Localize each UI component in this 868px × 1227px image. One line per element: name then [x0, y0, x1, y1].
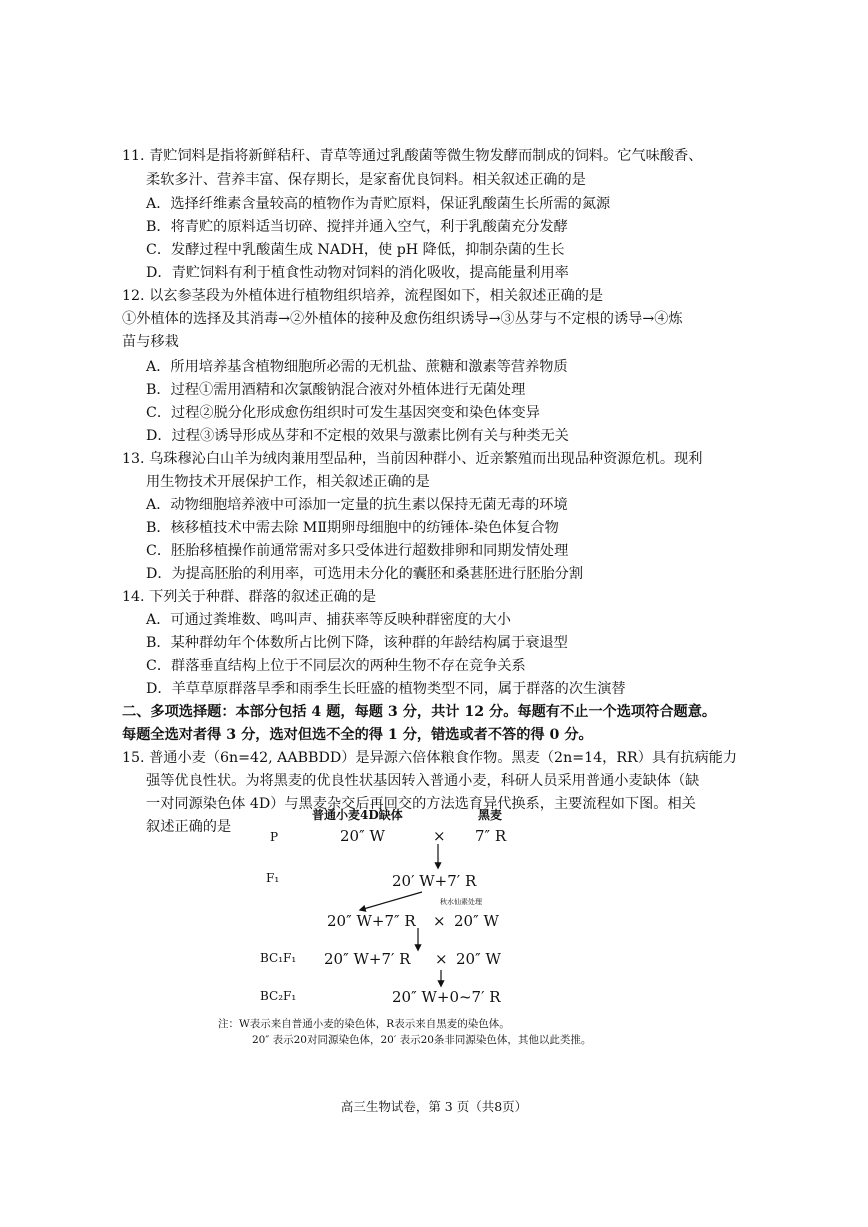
diagram-note-1: 注：W表示来自普通小麦的染色体，R表示来自黑麦的染色体。	[218, 1018, 510, 1030]
q12-stem: 12. 以玄参茎段为外植体进行植物组织培养，流程图如下，相关叙述正确的是	[122, 288, 604, 304]
q12-option-d: D．过程③诱导形成丛芽和不定根的效果与激素比例有关与种类无关	[146, 428, 569, 444]
label-f1: F₁	[266, 871, 280, 885]
doubled-genotype: 20″ W+7″ R	[327, 912, 416, 930]
q14-stem: 14. 下列关于种群、群落的叙述正确的是	[122, 589, 377, 605]
q11-option-b: B．将青贮的原料适当切碎、搅拌并通入空气，利于乳酸菌充分发酵	[146, 219, 568, 235]
q11-stem-line1: 11. 青贮饲料是指将新鲜秸秆、青草等通过乳酸菌等微生物发酵而制成的饲料。它气味酸香、	[122, 148, 703, 164]
colchicine-treatment-label: 秋水仙素处理	[440, 898, 482, 906]
header-wheat-4d-nullisomic: 普通小麦4D缺体	[312, 808, 403, 822]
f1-genotype: 20′ W+7′ R	[392, 872, 477, 890]
q13-option-a: A．动物细胞培养液中可添加一定量的抗生素以保持无菌无毒的环境	[146, 497, 568, 513]
label-bc1f1: BC₁F₁	[260, 951, 297, 965]
q11-option-c: C．发酵过程中乳酸菌生成 NADH，使 pH 降低，抑制杂菌的生长	[146, 242, 565, 258]
q12-option-c: C．过程②脱分化形成愈伤组织时可发生基因突变和染色体变异	[146, 405, 540, 421]
q11-option-a: A．选择纤维素含量较高的植物作为青贮原料，保证乳酸菌生长所需的氮源	[146, 196, 611, 212]
bc2f1-genotype: 20″ W+0~7′ R	[392, 988, 501, 1006]
q14-option-a: A．可通过粪堆数、鸣叫声、捕获率等反映种群密度的大小	[146, 612, 511, 628]
q15-stem-line2: 强等优良性状。为将黑麦的优良性状基因转入普通小麦，科研人员采用普通小麦缺体（缺	[146, 773, 700, 789]
header-rye: 黑麦	[478, 808, 503, 822]
q12-flow-line2: 苗与移栽	[122, 334, 179, 350]
p-cross-symbol: ×	[433, 827, 446, 845]
bc1-cross-symbol: ×	[435, 950, 448, 968]
q13-stem-line2: 用生物技术开展保护工作，相关叙述正确的是	[146, 474, 430, 490]
q12-option-a: A．所用培养基含植物细胞所必需的无机盐、蔗糖和激素等营养物质	[146, 359, 568, 375]
q15-stem-line4: 叙述正确的是	[146, 819, 232, 835]
q15-stem-line1: 15. 普通小麦（6n=42, AABBDD）是异源六倍体粮食作物。黑麦（2n=14，RR）具有抗病能力	[122, 750, 738, 766]
q14-option-c: C．群落垂直结构上位于不同层次的两种生物不存在竞争关系	[146, 658, 526, 674]
breeding-diagram	[218, 800, 660, 1060]
backcross-wheat-1: 20″ W	[454, 912, 499, 930]
q14-option-d: D．羊草草原群落旱季和雨季生长旺盛的植物类型不同，属于群落的次生演替	[146, 681, 626, 697]
q13-option-c: C．胚胎移植操作前通常需对多只受体进行超数排卵和同期发情处理	[146, 543, 569, 559]
q14-option-b: B．某种群幼年个体数所占比例下降，该种群的年龄结构属于衰退型	[146, 635, 568, 651]
p-wheat-genotype: 20″ W	[340, 827, 385, 845]
p-rye-genotype: 7″ R	[475, 827, 507, 845]
doubled-cross-symbol: ×	[433, 912, 446, 930]
q13-option-d: D．为提高胚胎的利用率，可选用未分化的囊胚和桑葚胚进行胚胎分割	[146, 566, 584, 582]
q13-option-b: B．核移植技术中需去除 MⅡ期卵母细胞中的纺锤体-染色体复合物	[146, 520, 559, 536]
q12-flow-line1: ①外植体的选择及其消毒→②外植体的接种及愈伤组织诱导→③丛芽与不定根的诱导→④炼	[122, 311, 683, 327]
q11-stem-line2: 柔软多汁、营养丰富、保存期长，是家畜优良饲料。相关叙述正确的是	[146, 172, 586, 188]
backcross-wheat-2: 20″ W	[456, 950, 501, 968]
diagram-note-2: 20″ 表示20对同源染色体，20′ 表示20条非同源染色体，其他以此类推。	[252, 1034, 592, 1046]
q15-stem-line3: 一对同源染色体 4D）与黑麦杂交后再回交的方法选育异代换系，主要流程如下图。相关	[146, 796, 696, 812]
arrow-f1-to-doubled	[360, 892, 422, 910]
page-footer: 高三生物试卷，第 3 页（共8页）	[340, 1099, 528, 1114]
section2-scoring: 每题全选对者得 3 分，选对但选不全的得 1 分，错选或者不答的得 0 分。	[122, 727, 593, 743]
q11-option-d: D．青贮饲料有利于植食性动物对饲料的消化吸收，提高能量利用率	[146, 265, 569, 281]
section2-heading: 二、多项选择题：本部分包括 4 题，每题 3 分，共计 12 分。每题有不止一个选项符合题意。	[122, 704, 717, 720]
label-p: P	[270, 830, 279, 844]
bc1f1-genotype: 20″ W+7′ R	[324, 950, 411, 968]
q13-stem-line1: 13. 乌珠穆沁白山羊为绒肉兼用型品种，当前因种群小、近亲繁殖而出现品种资源危机。现利	[122, 451, 703, 467]
label-bc2f1: BC₂F₁	[260, 989, 297, 1003]
q12-option-b: B．过程①需用酒精和次氯酸钠混合液对外植体进行无菌处理	[146, 382, 526, 398]
